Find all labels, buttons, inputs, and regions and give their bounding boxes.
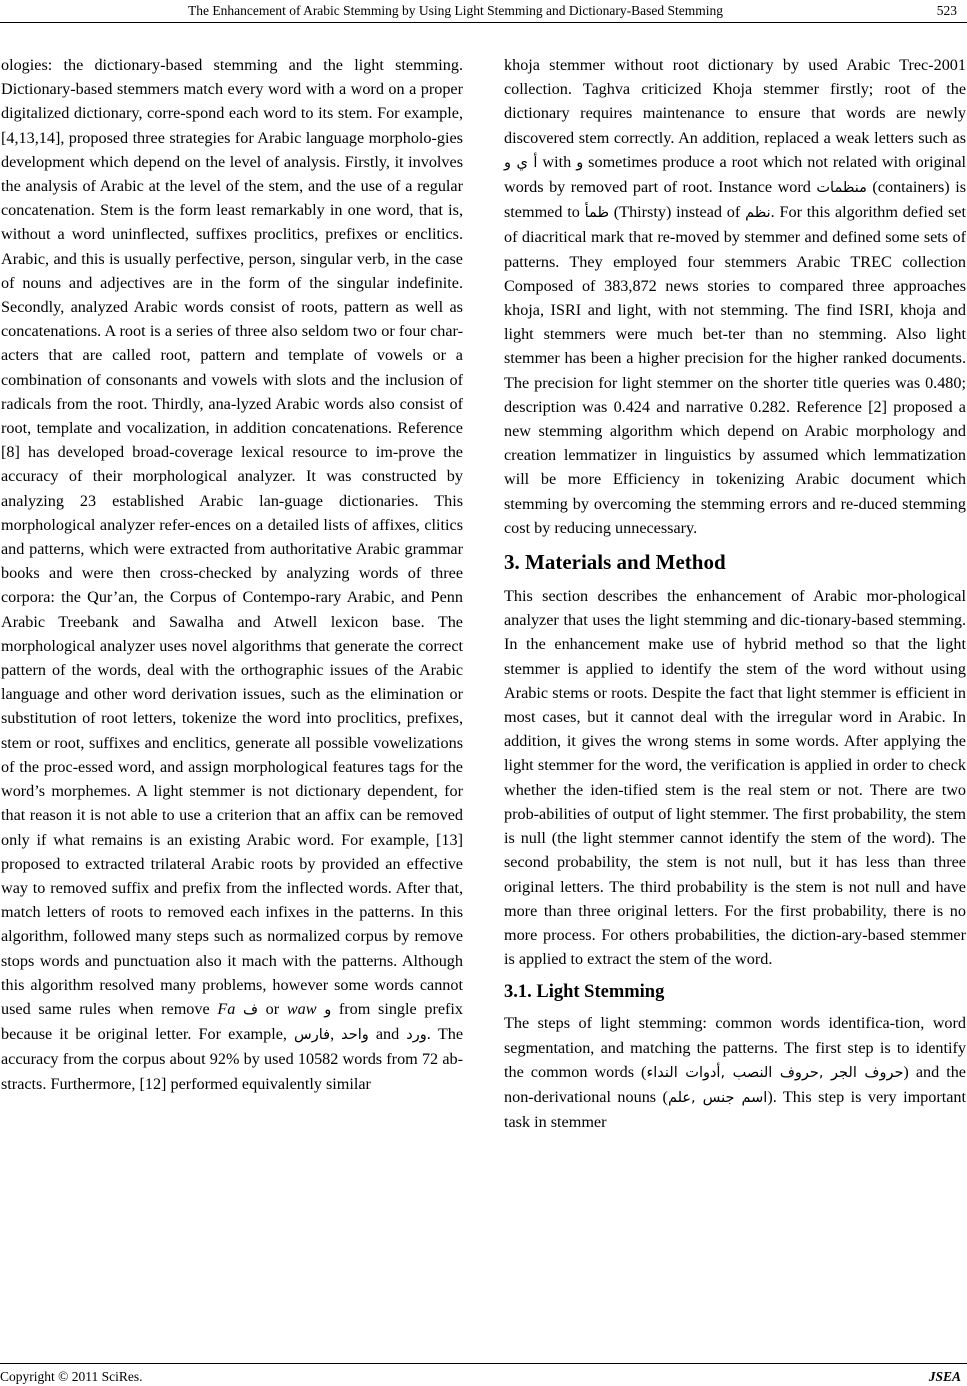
text-run: . The accuracy from the corpus about 92% by used 10582 words from 72 ab-stracts. Furthermore, [12] performed equivalently similar <box>1 1025 464 1093</box>
text-run: (Thirsty) instead of <box>608 203 746 222</box>
arabic-waw: و <box>324 1001 332 1018</box>
page-number: 523 <box>936 3 957 18</box>
arabic-fa: ف <box>242 1001 259 1018</box>
arabic-waw-letter: و <box>576 154 584 171</box>
text-run: with <box>537 152 577 171</box>
text-run: ) and the non-derivational nouns ( <box>504 1062 966 1106</box>
left-paragraph-1 <box>1 53 463 1096</box>
subsection-heading: 3.1. Light Stemming <box>504 982 665 1003</box>
copyright-notice: Copyright © 2011 SciRes. <box>0 1369 143 1384</box>
arabic-common-words: حروف الجر ,حروف النصب ,أدوات النداء <box>646 1064 904 1081</box>
text-run: , <box>330 1025 342 1044</box>
text-run: ). This step is very important task in stemmer <box>504 1087 967 1132</box>
waw-italic: waw <box>286 999 317 1018</box>
section-heading: 3. Materials and Method <box>504 550 726 575</box>
text-run: ologies: the dictionary-based stemming and the light stemming. Dictionary-based stemmers match every word with a word on a proper digitalized dictionary, corre-spond each word to its stem. For example, [4,13,14], proposed three strategies for Arabic language morpholo-gies development which depend on the level of analysis. Firstly, it involves the analysis of Arabic at the level of the stem, and the use of a regular concatenation. Stem is the form least remarkably in one word, that is, without a word uninflected, suffixes proclitics, prefixes or enclitics. Arabic, and this is usually perfective, person, singular verb, in the case of nouns and adjectives are in the form of the singular indefinite. Secondly, analyzed Arabic words consist of roots, pattern as well as concatenations. A root is a series of three also seldom two or four char-acters that are called root, pattern and template of vowels or a combination of consonants and vowels with slots and the inclusion of radicals from the root. Thirdly, ana-lyzed Arabic words also consist of root, template and vocalization, in addition concatenations. Reference [8] has developed broad-coverage lexical resource to im-prove the accuracy of their morphological analyzer. It was constructed by analyzing 23 established Arabic lan-guage dictionaries. This morphological analyzer refer-ences on a detailed lists of affixes, clitics and patterns, which were extracted from authoritative Arabic grammar books and were then cross-checked by analyzing words of three corpora: the Qur’an, the Corpus of Contempo-rary Arabic, and Penn Arabic Treebank and Sawalha and Atwell lexicon base. The morphological analyzer uses novel algorithms that generate the correct pattern of the words, deal with the orthographic issues of the Arabic language and other word derivation issues, such as the elimination or substitution of root letters, tokenize the word into proclitics, prefixes, stem or root, suffixes and enclitics, generate all possible vowelizations of the proc-essed word, and assign morphological features tags for the word’s morphemes. A light stemmer is not dictionary dependent, for that reason it is not able to use a criterion that an affix can be removed only if what remains is an existing Arabic word. For example, [13] proposed to extracted trilateral Arabic roots by provided an effective way to removed suffix and prefix from the inflected words. After that, match letters of roots to removed each infixes in the patterns. In this algorithm, followed many steps such as normalized corpus by remove stops words and punctuation also it mach with the patterns. Although this algorithm resolved many problems, however some words cannot used same rules when remove <box>1 56 463 1018</box>
text-run: khoja stemmer without root dictionary by used Arabic Trec-2001 collection. Taghva criticized Khoja stemmer firstly; root of the dictionary requires maintenance to ensure that words are newly discovered stem correctly. An addition, replaced a weak letters such as <box>504 56 966 147</box>
arabic-word-thirsty: ظمأ <box>584 205 609 222</box>
arabic-example-2: واحد <box>341 1027 369 1044</box>
fa-italic: Fa <box>217 999 236 1018</box>
text-run: (containers) is stemmed to <box>504 178 966 222</box>
arabic-example-1: فارس <box>294 1027 331 1044</box>
arabic-example-3: ورد <box>406 1027 427 1044</box>
header-rule <box>0 22 967 23</box>
footer-rule <box>0 1363 967 1364</box>
left-column <box>1 53 463 1096</box>
text-run: sometimes produce a root which not related with original words by removed part of root. Instance word <box>504 152 966 197</box>
page-footer <box>0 1367 967 1386</box>
arabic-word-nzm: نظم <box>745 205 771 222</box>
arabic-nonderivational-nouns: اسم جنس ,علم <box>667 1089 768 1106</box>
text-run: from single prefix because it be original letter. For example, <box>1 999 464 1044</box>
text-run: and <box>368 1025 407 1044</box>
page-header <box>0 0 967 22</box>
text-run: or <box>258 999 287 1018</box>
right-paragraph-1 <box>504 53 966 540</box>
running-title: The Enhancement of Arabic Stemming by Using Light Stemming and Dictionary-Based Stemming <box>187 3 724 18</box>
journal-name: JSEA <box>928 1369 961 1384</box>
arabic-word-containers: منظمات <box>816 180 867 197</box>
arabic-weak-letters: أ ي و <box>504 154 538 171</box>
text-run: The steps of light stemming: common words identifica-tion, word segmentation, and matching the patterns. The first step is to identify the common words ( <box>504 1014 966 1081</box>
right-paragraph-2: This section describes the enhancement of Arabic mor-phological analyzer that uses the light stemming and dic-tionary-based stemming. In the enhancement make use of hybrid method so that the light stemmer is applied to identify the stem of the word without using Arabic stems or roots. Despite the fact that light stemmer is efficient in most cases, but it cannot deal with the irregular word in Arabic. In addition, it gives the wrong stems in some words. After applying the light stemmer for the word, the verification is applied in order to check whether the iden-tified stem is the real stem or not. There are two prob-abilities of output of light stemmer. The first probability, the stem is null (the light stemmer cannot identify the stem of the word). The second probability, the stem is not null, but it has less than three original letters. The third probability is the stem is not null and have more than three original letters. For the first probability, there is no more process. For others probabilities, the diction-ary-based stemmer is applied to extract the stem of the word. <box>504 587 966 969</box>
right-paragraph-3 <box>504 1011 966 1134</box>
right-column <box>504 53 966 1134</box>
text-run: . For this algorithm defied set of diacritical mark that re-moved by stemmer and defined some sets of patterns. They employed four stemmers Arabic TREC collection Composed of 383,872 news stories to compared three approaches khoja, ISRI and light, with not stemming. The find ISRI, khoja and light stemmers were much bet-ter than no stemming. Also light stemmer has been a higher precision for the higher ranked documents. The precision for light stemmer on the shorter title queries was 0.480; description was 0.424 and narrative 0.282. Reference [2] proposed a new stemming algorithm which depend on Arabic morphology and creation lemmatizer in linguistics by assumed which lemmatization will be more Efficiency in tokenizing Arabic document which stemming by overcoming the stemming errors and re-duced stemming cost by reducing unnecessary. <box>504 203 966 537</box>
